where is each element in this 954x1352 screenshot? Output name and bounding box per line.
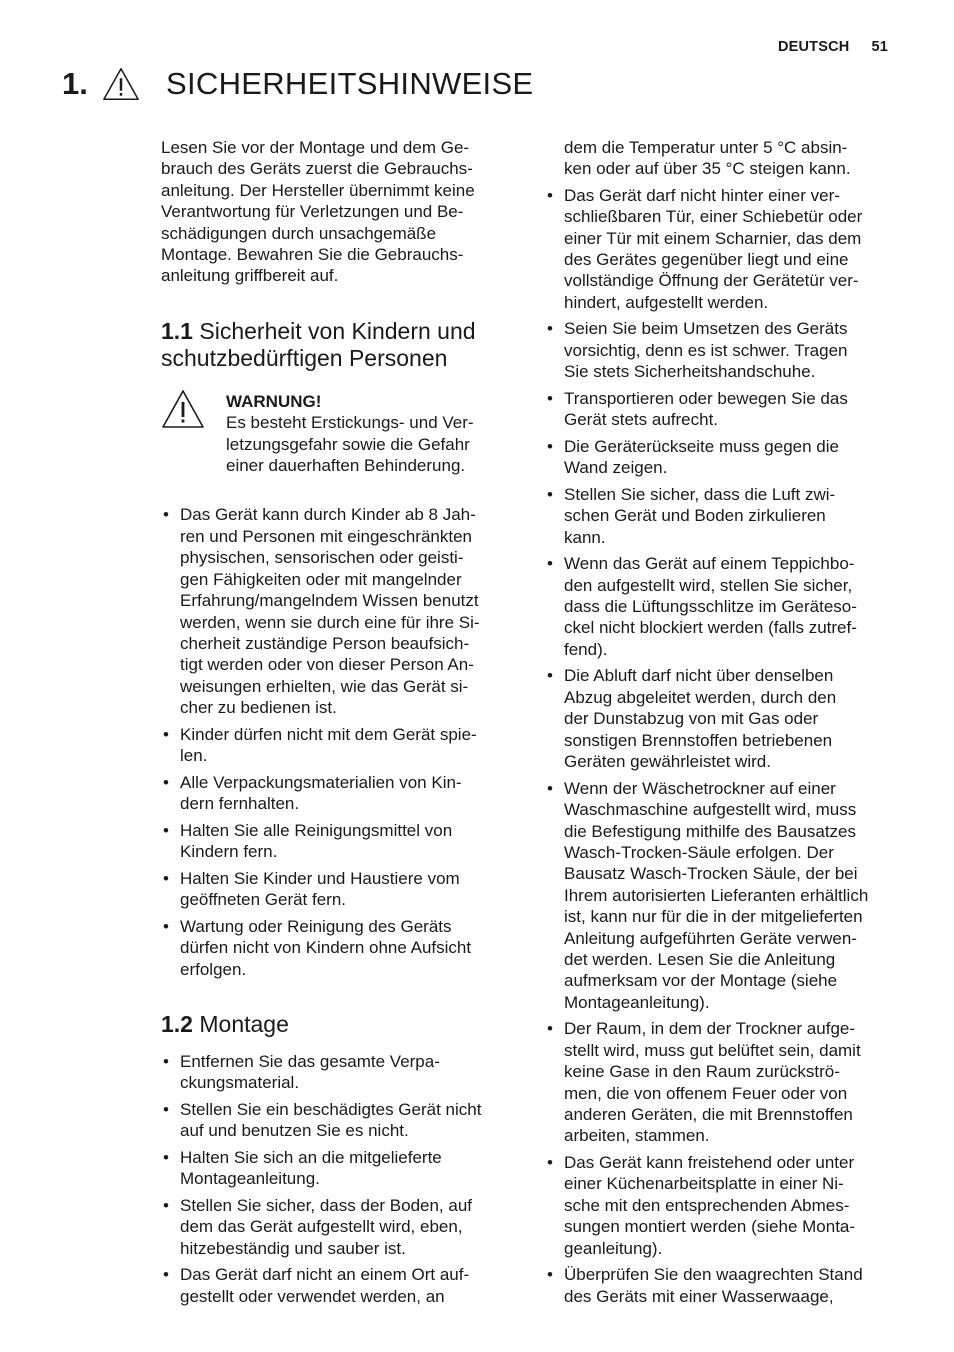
list-item: • Die Geräterückseite muss gegen die Wand zeigen. [545,436,900,479]
list-item: • Halten Sie Kinder und Haustiere vom geöffneten Gerät fern. [161,868,513,911]
list-item: • Entfernen Sie das gesamte Verpa- ckungsmaterial. [161,1051,513,1094]
list-item: • Seien Sie beim Umsetzen des Geräts vorsichtig, denn es ist schwer. Tragen Sie stets Sicherheitshandschuhe. [545,318,900,382]
list-item-continuation: dem die Temperatur unter 5 °C absin- ken oder auf über 35 °C steigen kann. [564,138,851,179]
list-item: • Stellen Sie sicher, dass die Luft zwi- schen Gerät und Boden zirkulieren kann. [545,484,900,548]
warning-text: Es besteht Erstickungs- und Ver- letzungsgefahr sowie die Gefahr einer dauerhaften Behinderung. [226,413,474,476]
list-item: • Stellen Sie sicher, dass der Boden, auf dem das Gerät aufgestellt wird, eben, hitzebeständig und sauber ist. [161,1195,513,1259]
section-title: Montage [199,1010,289,1037]
warning-title: WARNUNG! [226,391,322,411]
chapter-heading [62,66,533,102]
left-column [161,137,513,1312]
chapter-title: SICHERHEITSHINWEISE [166,66,534,101]
list-item: • Halten Sie sich an die mitgelieferte Montageanleitung. [161,1147,513,1190]
list-item: • Alle Verpackungsmaterialien von Kin- dern fernhalten. [161,772,513,815]
warning-triangle-icon [161,389,205,429]
montage-list-right [545,185,900,1307]
list-item: • Halten Sie alle Reinigungsmittel von Kindern fern. [161,820,513,863]
list-item: • Wartung oder Reinigung des Geräts dürfen nicht von Kindern ohne Aufsicht erfolgen. [161,916,513,980]
list-item: • Wenn das Gerät auf einem Teppichbo- den aufgestellt wird, stellen Sie sicher, dass die Lüftungsschlitze im Geräteso- ckel nicht blockiert werden (falls zutref- fend). [545,553,900,660]
section-number: 1.2 [161,1010,193,1037]
chapter-number: 1. [62,66,88,101]
list-item: • Transportieren oder bewegen Sie das Gerät stets aufrecht. [545,388,900,431]
list-item: • Das Gerät darf nicht an einem Ort auf- gestellt oder verwendet werden, an [161,1264,513,1307]
montage-list-left [161,1051,513,1307]
right-column [545,137,900,1312]
warning-text-block [226,391,513,477]
list-item: • Wenn der Wäschetrockner auf einer Waschmaschine aufgestellt wird, muss die Befestigung mithilfe des Bausatzes Wasch-Trocken-Säule erfolgen. Der Bausatz Wasch-Trocken Säule, der bei Ihrem autorisierten Lieferanten erhältlich ist, kann nur für die in der mitgelieferten Anleitung aufgeführten Geräte verwen- det werden. Lesen Sie die Anleitung aufmerksam vor der Montage (siehe Montageanleitung). [545,778,900,1013]
page-header [778,39,888,55]
section-heading-1-1 [161,318,513,372]
header-language: DEUTSCH [777,39,850,55]
children-safety-list [161,504,513,979]
page-number: 51 [871,39,888,55]
section-number: 1.1 [161,317,193,344]
list-item: • Das Gerät kann durch Kinder ab 8 Jah- ren und Personen mit eingeschränkten physischen, sensorischen oder geisti- gen Fähigkeiten oder mit mangelnder Erfahrung/mangelndem Wissen benutzt werden, wenn sie durch eine für ihre Si- cherheit zuständige Person beaufsich- tigt werden oder von dieser Person An- weisungen erhielten, wie das Gerät si- cher zu bedienen ist. [161,504,513,718]
list-item: • Die Abluft darf nicht über denselben Abzug abgeleitet werden, durch den der Dunstabzug von mit Gas oder sonstigen Brennstoffen betriebenen Geräten gewährleistet wird. [545,665,900,772]
list-item: • Das Gerät darf nicht hinter einer ver- schließbaren Tür, einer Schiebetür oder einer Tür mit einem Scharnier, das dem des Gerätes gegenüber liegt und eine vollständige Öffnung der Gerätetür ver- hindert, aufgestellt werden. [545,185,900,313]
list-item: • Das Gerät kann freistehend oder unter einer Küchenarbeitsplatte in einer Ni- sche mit den entsprechenden Abmes- sungen montiert werden (siehe Monta- geanleitung). [545,1152,900,1259]
section-heading-1-2 [161,1011,513,1038]
intro-paragraph: Lesen Sie vor der Montage und dem Ge- brauch des Geräts zuerst die Gebrauchs- anleitung. Der Hersteller übernimmt keine Verantwortung für Verletzungen und Be- schädigungen durch unsachgemäße Montage. Bewahren Sie die Gebrauchs- anleitung griffbereit auf. [161,138,475,286]
section-title: Sicherheit von Kindern und schutzbedürftigen Personen [161,317,476,371]
list-item: • Der Raum, in dem der Trockner aufge- stellt wird, muss gut belüftet sein, damit keine Gase in den Raum zurückströ- men, die von offenem Feuer oder von anderen Geräten, die mit Brennstoffen arbeiten, stammen. [545,1018,900,1146]
list-item: • Kinder dürfen nicht mit dem Gerät spie- len. [161,724,513,767]
list-item: • Überprüfen Sie den waagrechten Stand des Geräts mit einer Wasserwaage, [545,1264,900,1307]
list-item: • Stellen Sie ein beschädigtes Gerät nicht auf und benutzen Sie es nicht. [161,1099,513,1142]
warning-box [161,391,513,477]
warning-triangle-icon [102,66,140,102]
